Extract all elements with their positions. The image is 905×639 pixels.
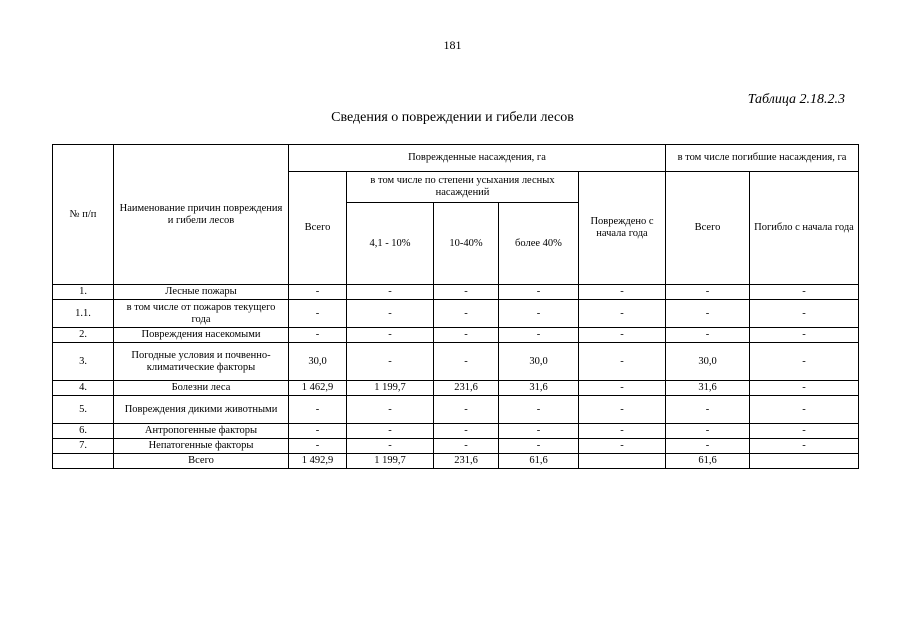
cell-name: в том числе от пожаров текущего года bbox=[114, 300, 289, 328]
cell-since: - bbox=[579, 439, 666, 454]
cell-d3: - bbox=[499, 424, 579, 439]
cell-p-total: - bbox=[666, 439, 750, 454]
cell-name: Всего bbox=[114, 454, 289, 469]
table-row bbox=[53, 424, 859, 439]
table-row bbox=[53, 381, 859, 396]
cell-p-since bbox=[750, 454, 859, 469]
cell-d2: 231,6 bbox=[434, 381, 499, 396]
cell-p-total: - bbox=[666, 300, 750, 328]
cell-d3: - bbox=[499, 300, 579, 328]
cell-since bbox=[579, 454, 666, 469]
table-title: Сведения о повреждении и гибели лесов bbox=[331, 110, 574, 125]
cell-total: - bbox=[289, 439, 347, 454]
cell-p-since: - bbox=[750, 285, 859, 300]
cell-since: - bbox=[579, 343, 666, 381]
cell-p-total: - bbox=[666, 285, 750, 300]
cell-total: - bbox=[289, 328, 347, 343]
header-degree-1: 4,1 - 10% bbox=[347, 203, 434, 285]
cell-d1: - bbox=[347, 285, 434, 300]
cell-d1: - bbox=[347, 328, 434, 343]
cell-d1: 1 199,7 bbox=[347, 381, 434, 396]
header-degree-2: 10-40% bbox=[434, 203, 499, 285]
header-total: Всего bbox=[289, 172, 347, 285]
cell-num: 2. bbox=[53, 328, 114, 343]
cell-d1: - bbox=[347, 396, 434, 424]
cell-since: - bbox=[579, 424, 666, 439]
cell-num: 3. bbox=[53, 343, 114, 381]
cell-d3: - bbox=[499, 396, 579, 424]
cell-num: 1. bbox=[53, 285, 114, 300]
cell-since: - bbox=[579, 285, 666, 300]
cell-d1: - bbox=[347, 343, 434, 381]
cell-d2: - bbox=[434, 439, 499, 454]
cell-d2: - bbox=[434, 396, 499, 424]
cell-since: - bbox=[579, 381, 666, 396]
table-row bbox=[53, 396, 859, 424]
cell-p-since: - bbox=[750, 396, 859, 424]
table-row bbox=[53, 454, 859, 469]
cell-num: 4. bbox=[53, 381, 114, 396]
cell-d1: - bbox=[347, 439, 434, 454]
cell-d3: - bbox=[499, 328, 579, 343]
header-perished-group: в том числе погибшие насаждения, га bbox=[666, 145, 859, 172]
table-row bbox=[53, 343, 859, 381]
cell-p-total: 31,6 bbox=[666, 381, 750, 396]
forest-damage-table bbox=[52, 144, 859, 469]
table-row bbox=[53, 285, 859, 300]
cell-d3: 61,6 bbox=[499, 454, 579, 469]
cell-p-since: - bbox=[750, 424, 859, 439]
cell-total: 1 462,9 bbox=[289, 381, 347, 396]
header-num: № п/п bbox=[53, 145, 114, 285]
table-row bbox=[53, 439, 859, 454]
cell-num: 7. bbox=[53, 439, 114, 454]
header-degree-3: более 40% bbox=[499, 203, 579, 285]
header-name: Наименование причин повреждения и гибели лесов bbox=[114, 145, 289, 285]
cell-total: 1 492,9 bbox=[289, 454, 347, 469]
cell-p-total: 61,6 bbox=[666, 454, 750, 469]
table-reference: Таблица 2.18.2.3 bbox=[747, 92, 845, 107]
cell-name: Антропогенные факторы bbox=[114, 424, 289, 439]
cell-d2: - bbox=[434, 300, 499, 328]
cell-since: - bbox=[579, 300, 666, 328]
header-damaged-since: Повреждено с начала года bbox=[579, 172, 666, 285]
cell-since: - bbox=[579, 328, 666, 343]
cell-d1: - bbox=[347, 300, 434, 328]
cell-d1: - bbox=[347, 424, 434, 439]
cell-d2: - bbox=[434, 285, 499, 300]
cell-name: Лесные пожары bbox=[114, 285, 289, 300]
cell-total: 30,0 bbox=[289, 343, 347, 381]
cell-d2: - bbox=[434, 343, 499, 381]
cell-d2: - bbox=[434, 424, 499, 439]
cell-name: Повреждения насекомыми bbox=[114, 328, 289, 343]
header-damaged-group: Поврежденные насаждения, га bbox=[289, 145, 666, 172]
table-row bbox=[53, 328, 859, 343]
cell-d3: 31,6 bbox=[499, 381, 579, 396]
page-number: 181 bbox=[443, 38, 462, 52]
cell-total: - bbox=[289, 300, 347, 328]
cell-d1: 1 199,7 bbox=[347, 454, 434, 469]
cell-num: 1.1. bbox=[53, 300, 114, 328]
cell-d3: - bbox=[499, 285, 579, 300]
cell-p-total: - bbox=[666, 328, 750, 343]
cell-d3: 30,0 bbox=[499, 343, 579, 381]
cell-name: Повреждения дикими животными bbox=[114, 396, 289, 424]
cell-total: - bbox=[289, 285, 347, 300]
cell-d3: - bbox=[499, 439, 579, 454]
cell-total: - bbox=[289, 424, 347, 439]
cell-total: - bbox=[289, 396, 347, 424]
cell-p-since: - bbox=[750, 381, 859, 396]
header-degree-group: в том числе по степени усыхания лесных насаждений bbox=[347, 172, 579, 203]
header-perished-total: Всего bbox=[666, 172, 750, 285]
table-row bbox=[53, 300, 859, 328]
cell-name: Болезни леса bbox=[114, 381, 289, 396]
cell-since: - bbox=[579, 396, 666, 424]
cell-num: 6. bbox=[53, 424, 114, 439]
cell-d2: - bbox=[434, 328, 499, 343]
header-perished-since: Погибло с начала года bbox=[750, 172, 859, 285]
cell-p-total: - bbox=[666, 396, 750, 424]
cell-p-total: - bbox=[666, 424, 750, 439]
cell-num: 5. bbox=[53, 396, 114, 424]
cell-p-since: - bbox=[750, 300, 859, 328]
cell-p-since: - bbox=[750, 328, 859, 343]
table-body bbox=[53, 285, 859, 469]
cell-name: Погодные условия и почвенно-климатические факторы bbox=[114, 343, 289, 381]
cell-p-since: - bbox=[750, 439, 859, 454]
cell-p-since: - bbox=[750, 343, 859, 381]
cell-p-total: 30,0 bbox=[666, 343, 750, 381]
cell-d2: 231,6 bbox=[434, 454, 499, 469]
cell-num bbox=[53, 454, 114, 469]
cell-name: Непатогенные факторы bbox=[114, 439, 289, 454]
